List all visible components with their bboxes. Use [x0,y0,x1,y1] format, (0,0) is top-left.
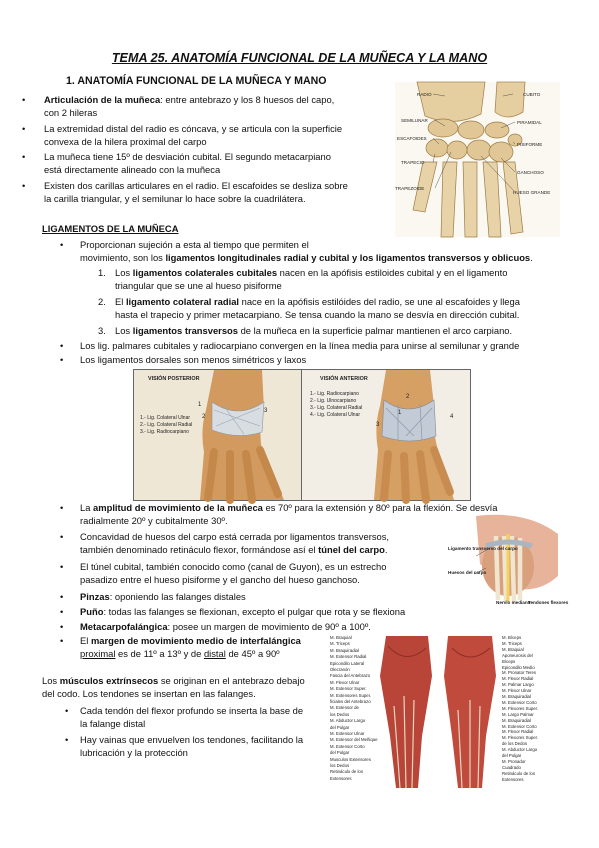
list-item: • Metacarpofalángica: posee un margen de movimiento de 90º a 100º. [80,620,455,633]
muscle-label: M. Pronator Teres [502,670,537,676]
label-cubito: CUBITO [523,92,541,97]
figure-number: 3 [264,408,268,414]
muscle-label: M. Abductor Largo [330,718,366,724]
list-item: • Articulación de la muñeca: entre antebrazo y los 8 huesos del capo, con 2 hileras [44,93,384,120]
muscle-label: M. Triceps [502,640,522,646]
carpal-tunnel-illustration [446,516,564,610]
list-item: • El túnel cubital, también conocido como (canal de Guyon), es un estrecho pasadizo entre el hueso pisiforme y el gancho del hueso ganchoso. [80,560,455,587]
muscle-label: M. Braquial [330,635,352,640]
anterior-ligaments-figure [301,369,471,501]
label-piramidal: PIRAMIDAL [517,120,542,125]
muscle-label: Musculos Extensores [330,756,371,762]
legend-item: 3.- Lig. Radiocarpiano [140,429,189,435]
muscle-label: los Dedos [330,763,350,768]
label-ganchoso: GANCHOSO [517,170,544,175]
muscle-label: ficiales del Antebrazo [330,699,371,704]
muscle-label: Epicondilo Lateral [330,660,365,666]
muscle-label: M. Braquiradial [330,647,359,653]
list-item: • Los lig. palmares cubitales y radiocarpiano convergen en la línea media para unirse al semilunar y grande [80,339,580,352]
label-tendones: Tendones flexores [528,600,569,605]
figure-number: 3 [376,422,380,428]
figure-number: 1 [198,402,202,408]
muscle-label: Extensores [502,776,524,782]
muscle-label: los Dedos [330,711,350,717]
numbered-item: 3. Los ligamentos transversos de la muñeca en la superficie palmar mantienen el arco carpiano. [98,325,513,336]
muscle-label: Extensores [330,775,352,781]
figure-caption: VISIÓN ANTERIOR [320,376,368,382]
forearm-muscles-figure [330,636,570,788]
muscle-label: M. Abductor Largo [502,747,538,753]
muscle-label: del Pulgar [502,753,522,758]
legend-item: 2.- Lig. Ulnocarpiano [310,398,357,404]
muscle-label: M. Braquial [502,646,524,652]
list-item: • La extremidad distal del radio es cóncava, y se articula con la superficie convexa de la hilera proximal del carpo [44,122,384,149]
muscle-label: Epicondilo Medio [502,664,535,670]
label-radio: RADIO [417,92,432,97]
figure-number: 4 [450,414,454,420]
wrist-bones-figure [395,82,560,237]
legend-item: 3.- Lig. Colateral Radial [310,405,363,411]
numbered-item: 2. El ligamento colateral radial nace en la apófisis estilóides del radio, se une al escafoides y llega hasta el trapecio y primer metacarpiano. Se tensa cuando la mano se desvía en dirección cubital. [98,296,520,321]
list-item: • Los ligamentos dorsales son menos simétricos y laxos [80,353,580,366]
figure-number: 1 [398,410,402,416]
muscle-label: M. Extensor del Meñique [330,737,378,743]
muscle-label: M. Bíceps [502,635,522,640]
legend-item: 1.- Lig. Radiocarpiano [310,391,359,397]
legend-item: 1.- Lig. Colateral Ulnar [140,415,191,421]
muscle-label: M. Flexor Radial [502,729,534,735]
muscle-label: M. Triceps [330,641,350,647]
muscle-label: Retináculo de los [502,770,535,776]
label-nervio: Nervio mediano [496,600,531,605]
muscle-label: Olecranón [330,667,350,672]
muscle-label: M. Extensores Super. [330,692,372,698]
section-heading: LIGAMENTOS DE LA MUÑECA [42,223,179,234]
list-item: • Puño: todas las falanges se flexionan, excepto el pulgar que rota y se flexiona [80,605,455,618]
muscle-label: Retináculo de los [330,769,363,775]
list-item: • La amplitud de movimiento de la muñeca es 70º para la extensión y 80º para la flexión. Se desvía radialmente 20º y cubitalmente 30º. [80,501,560,528]
muscle-label: M. Flexor Ulnar [502,688,532,694]
list-item: • Pinzas: oponiendo las falanges distales [80,590,455,603]
list-item: • Existen dos carillas articulares en el radio. El escafoides se desliza sobre la carilla triangular, y el semilunar lo hace sobre la cuadrilátera. [44,179,384,206]
muscle-label: M. Flexor Radial [502,676,534,682]
numbered-item: 1. Los ligamentos colaterales cubitales nacen en la apófisis estiloides cubital y en el ligamento triangular que se une al hueso pisiforme [98,267,508,292]
label-semilunar: SEMILUNAR [401,118,428,123]
muscle-label: M. Palmar Largo [502,682,534,688]
muscle-label: M. Extensor Corto [330,743,365,749]
muscle-label: M. Flexores Super. [502,705,539,711]
list-item: • La muñeca tiene 15º de desviación cubital. El segundo metacarpiano está directamente alineado con la muñeca [44,150,384,177]
legend-item: 4.- Lig. Colateral Ulnar [310,412,361,418]
muscle-label: M. Extensor Radial [330,654,367,660]
list-item: • Hay vainas que envuelven los tendones, facilitando la lubricación y la protección [80,733,340,760]
muscle-label: M. Largo Palmar [502,711,534,717]
muscle-label: Cuadrado [502,764,521,770]
list-item: • Proporcionan sujeción a esta al tiempo que permiten el movimiento, son los ligamentos longitudinales radial y cubital y los ligamentos transversos y oblicuos. [80,238,550,265]
muscle-label: M. Flexor Ulnar [330,679,360,685]
muscle-label: de los Dedos [502,741,528,747]
label-trapezoide: TRAPEZOIDE [395,186,425,191]
list-item: • El margen de movimiento medio de interfalángica proximal es de 11º a 13º y de distal de 45º a 90º [80,634,380,661]
label-hueso-grande: HUESO GRANDE [513,190,551,195]
muscle-label: Fascia del Antebrazo [330,673,371,679]
muscle-label: M. Extensor Corto [502,723,537,729]
figure-number: 2 [406,394,410,400]
muscle-label: M. Braquiradial [502,717,531,723]
muscle-label: M. Flexores Super. [502,735,539,741]
muscle-label: Aponeurosis del [502,652,533,658]
paragraph: Los músculos extrínsecos se originan en el antebrazo debajo del codo. Los tendones se insertan en las falanges. [42,675,305,700]
muscle-label: del Pulgar [330,750,350,756]
muscle-label: M. Extensor Corto [502,699,537,705]
figure-number: 2 [202,414,206,420]
page-title: TEMA 25. ANATOMÍA FUNCIONAL DE LA MUÑECA Y LA MANO [111,51,488,65]
muscle-label: Bíceps [502,658,516,664]
label-escafoides: ESCAFOIDES [397,136,427,141]
posterior-ligaments-figure [133,369,303,501]
section-heading: 1. ANATOMÍA FUNCIONAL DE LA MUÑECA Y MANO [66,75,327,87]
label-huesos: Huesos del carpo [448,570,487,575]
muscle-label: M. Extensor Ulnar [330,731,365,736]
muscle-label: del Pulgar [330,724,350,730]
list-item: • Cada tendón del flexor profundo se inserta la base de la falange distal [80,704,340,731]
anterior-hand-illustration [302,370,470,500]
legend-item: 2.- Lig. Colateral Radial [140,422,193,428]
figure-caption: VISIÓN POSTERIOR [148,376,200,382]
muscle-label: M. Extensor Super. [330,686,367,692]
label-ligamento: Ligamento transverso del carpo [448,546,518,551]
label-pisiforme: PISIFORME [517,142,543,147]
list-item: • Concavidad de huesos del carpo está cerrada por ligamentos transversos, también denominado retináculo flexor, formándose así el túnel del carpo. [80,530,455,557]
muscle-label: M. Extensor de [330,705,359,711]
label-trapecio: TRAPECIO [401,160,425,165]
muscle-label: M. Pronador [502,758,526,764]
muscle-label: M. Braquiradial [502,694,531,699]
carpal-tunnel-figure [446,516,569,610]
